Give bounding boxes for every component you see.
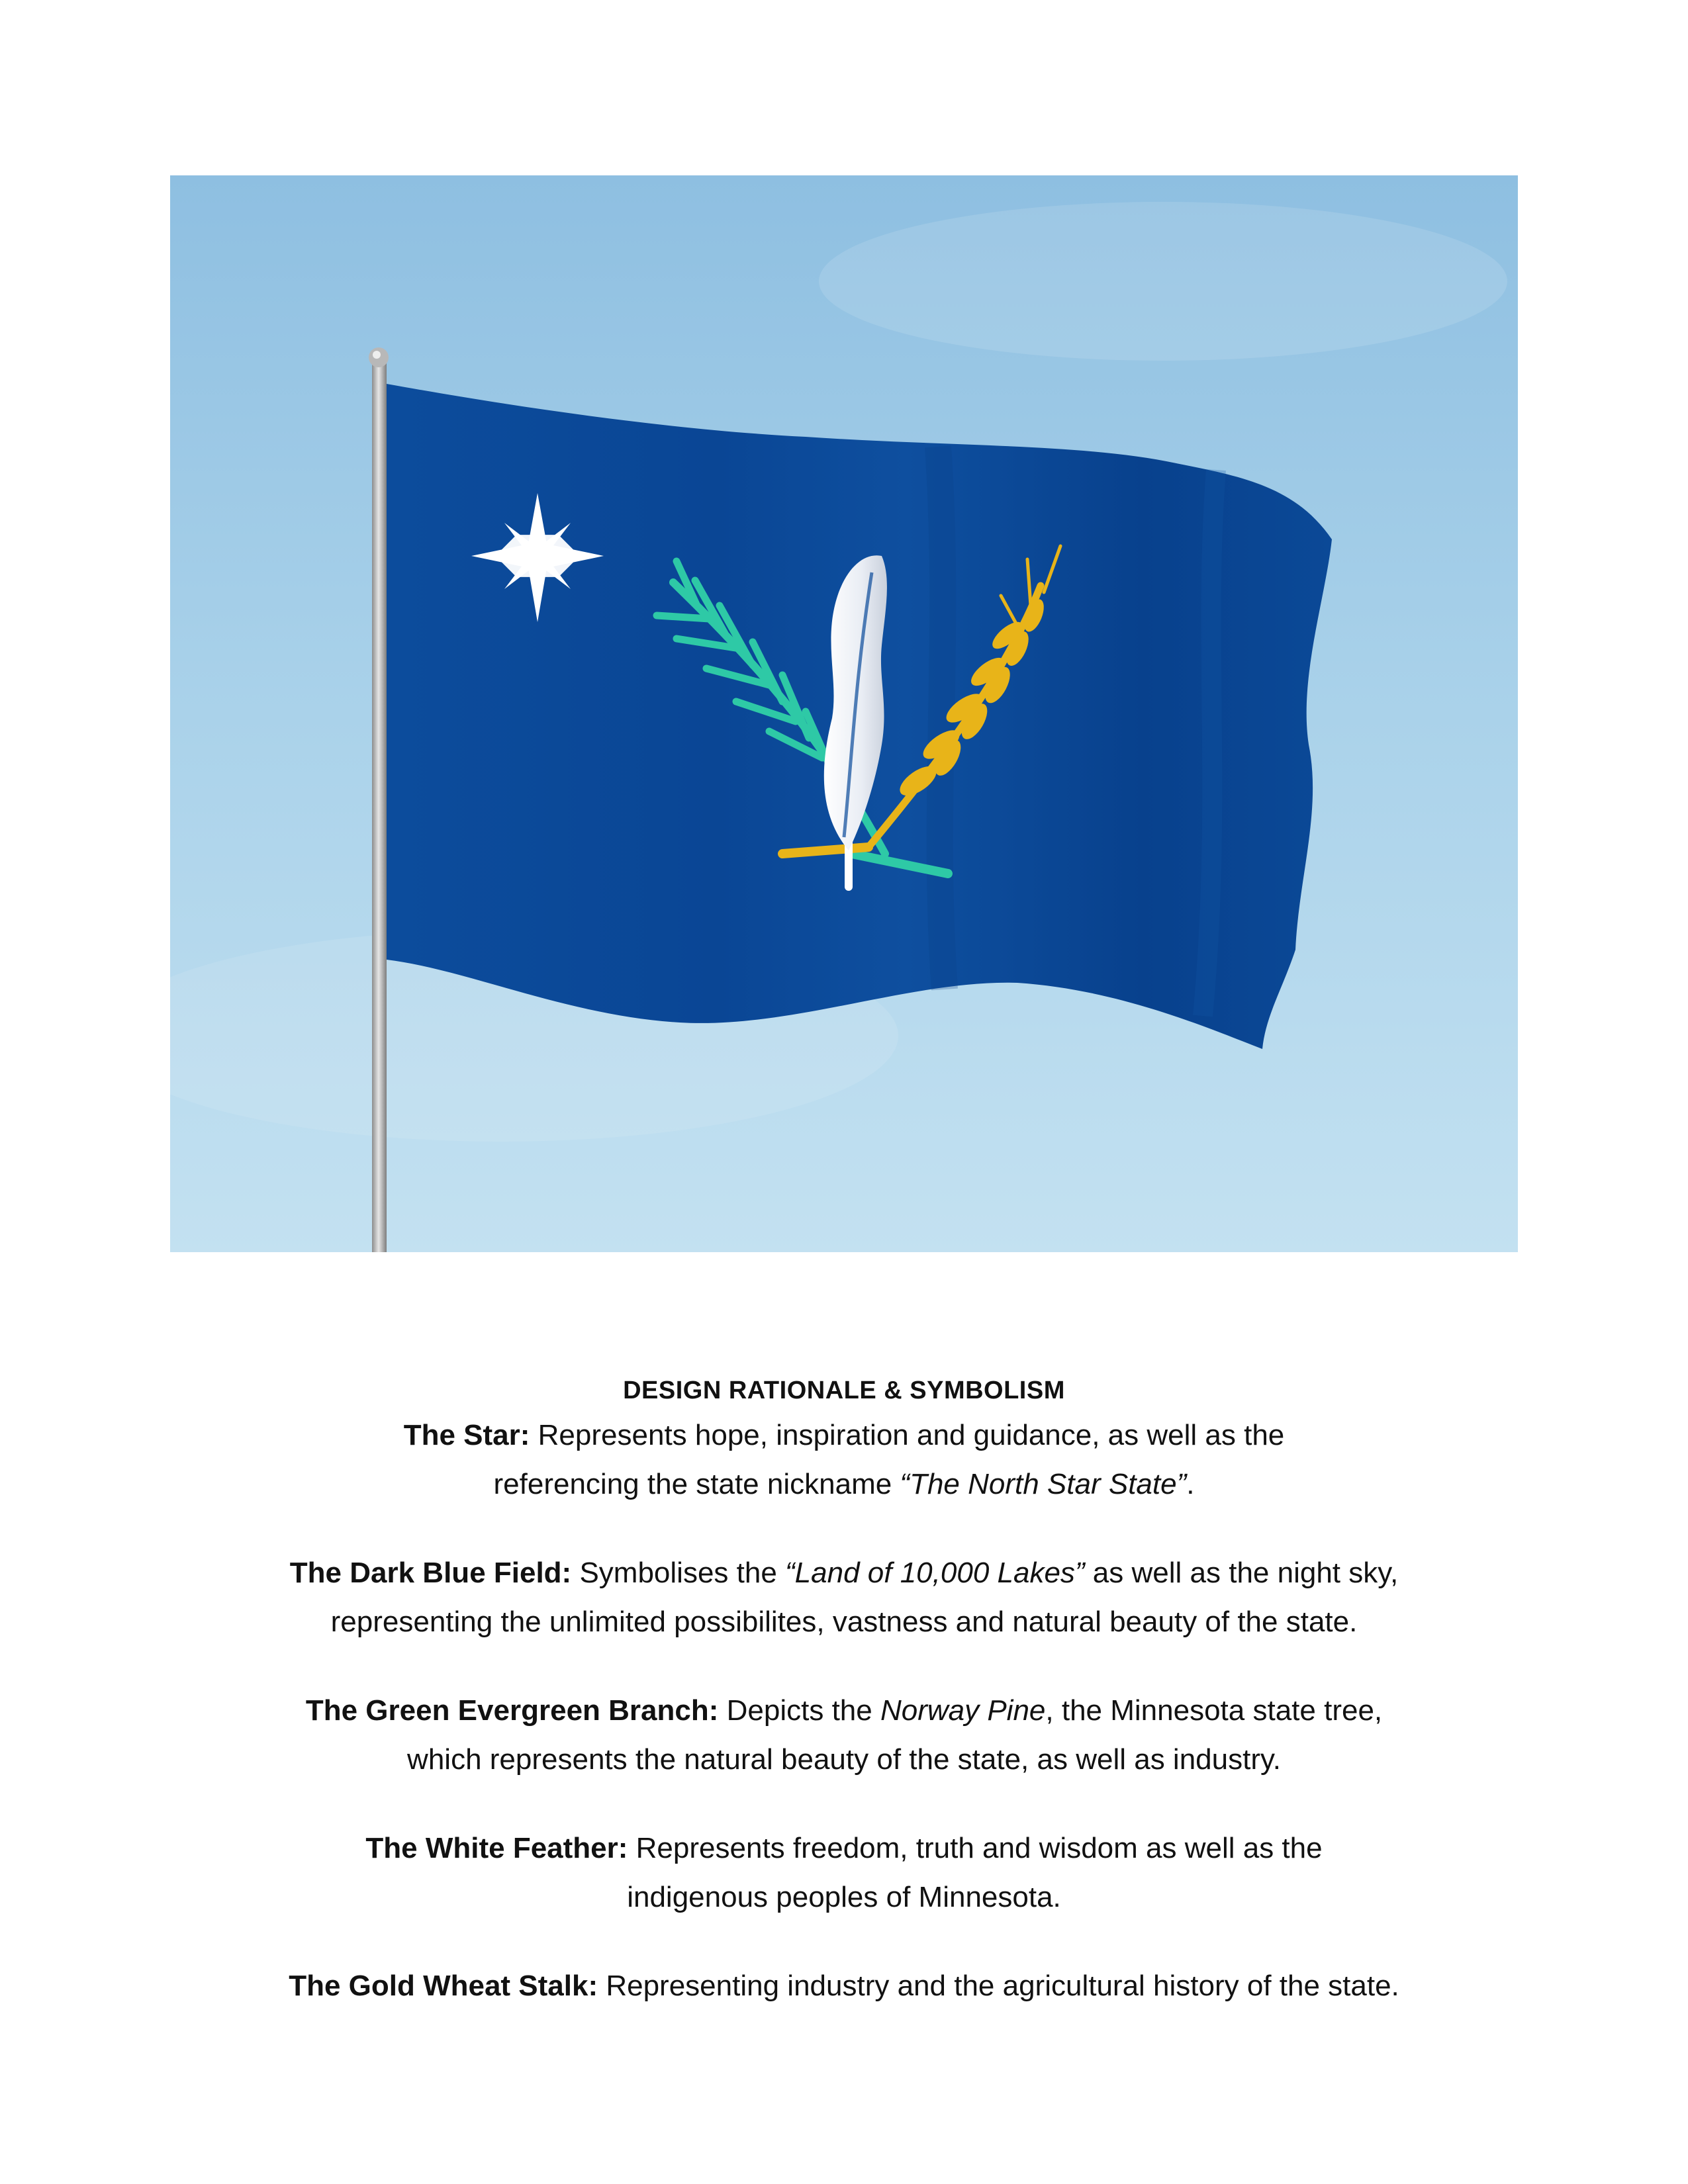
field-desc-line1-pre: Symbolises the [579, 1557, 786, 1589]
rationale-wheat [132, 1962, 1556, 2011]
rationale-star [132, 1411, 1556, 1509]
star-desc-line2-pre: referencing the state nickname [493, 1468, 900, 1500]
term-feather: The White Feather: [365, 1832, 628, 1864]
feather-desc-line2: indigenous peoples of Minnesota. [627, 1881, 1061, 1913]
feather-desc-line1: Represents freedom, truth and wisdom as well as the [635, 1832, 1323, 1864]
star-desc-line1: Represents hope, inspiration and guidance, as well as the [538, 1419, 1285, 1451]
field-desc-line2: representing the unlimited possibilites, vastness and natural beauty of the state. [330, 1606, 1358, 1638]
term-star: The Star: [403, 1419, 530, 1451]
rationale-branch [132, 1686, 1556, 1784]
branch-pine: Norway Pine [880, 1694, 1046, 1727]
rationale-field [132, 1549, 1556, 1647]
term-field: The Dark Blue Field: [289, 1557, 572, 1589]
wheat-desc-line1: Representing industry and the agricultural history of the state. [606, 1970, 1399, 2002]
star-nickname: “The North Star State” [900, 1468, 1187, 1500]
field-desc-line1-post: as well as the night sky, [1084, 1557, 1399, 1589]
flag-illustration [170, 175, 1518, 1252]
term-wheat: The Gold Wheat Stalk: [289, 1970, 598, 2002]
star-desc-line2-post: . [1186, 1468, 1195, 1500]
rationale-feather [132, 1824, 1556, 1922]
branch-desc-line1-post: , the Minnesota state tree, [1045, 1694, 1383, 1727]
term-branch: The Green Evergreen Branch: [305, 1694, 719, 1727]
flag-photo [170, 175, 1518, 1252]
section-heading: DESIGN RATIONALE & SYMBOLISM [623, 1377, 1065, 1404]
field-lakes: “Land of 10,000 Lakes” [785, 1557, 1085, 1589]
branch-desc-line2: which represents the natural beauty of the state, as well as industry. [407, 1743, 1281, 1776]
branch-desc-line1-pre: Depicts the [726, 1694, 880, 1727]
design-rationale [132, 1370, 1556, 2050]
